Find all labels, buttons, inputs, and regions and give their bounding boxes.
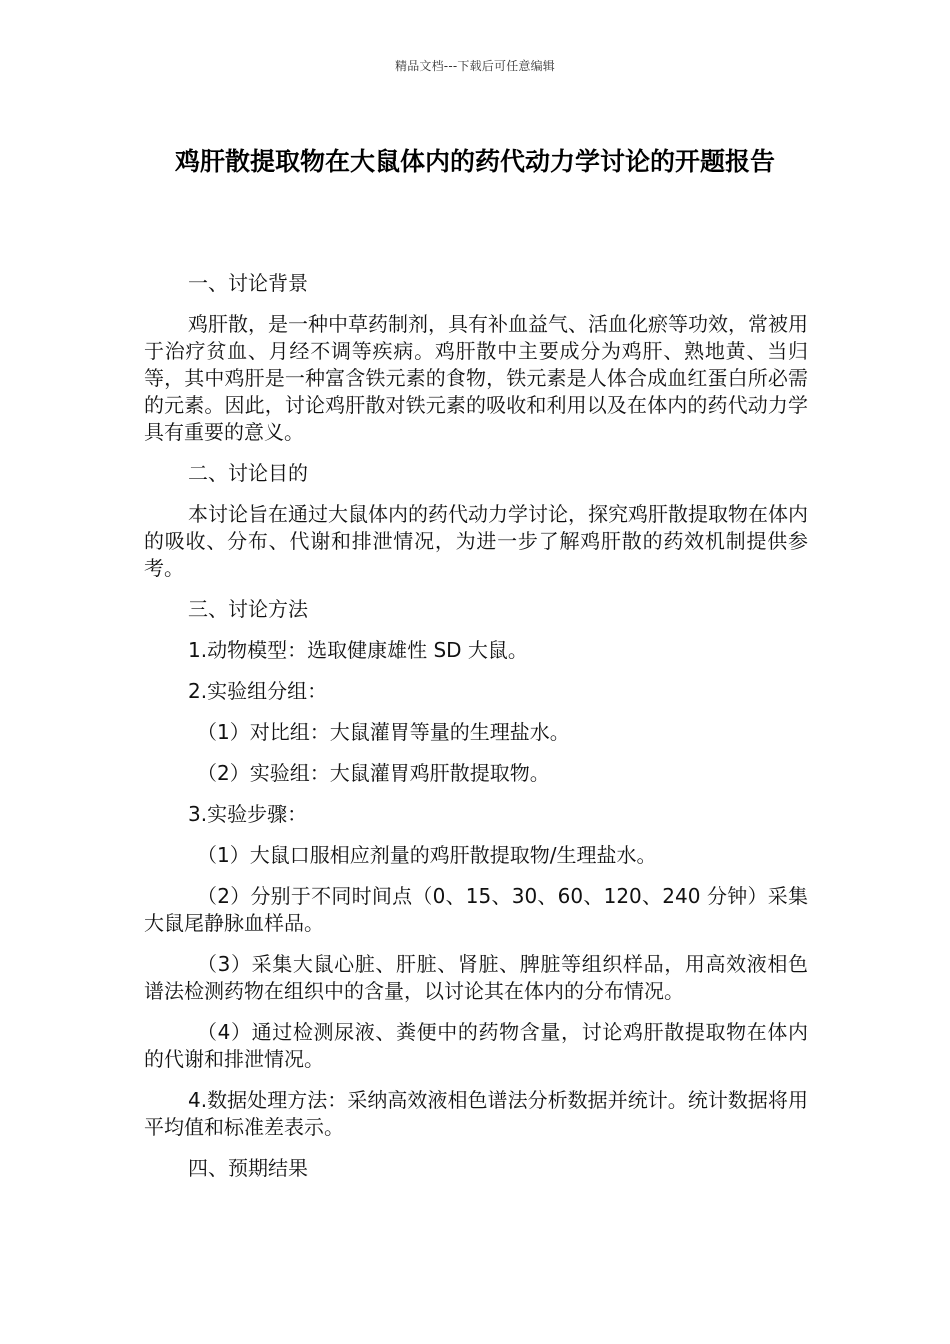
paragraph-purpose: 本讨论旨在通过大鼠体内的药代动力学讨论，探究鸡肝散提取物在体内的吸收、分布、代谢和排泄情况，为进一步了解鸡肝散的药效机制提供参考。	[144, 502, 808, 580]
paragraph-background: 鸡肝散，是一种中草药制剂，具有补血益气、活血化瘀等功效，常被用于治疗贫血、月经不调等疾病。鸡肝散中主要成分为鸡肝、熟地黄、当归等，其中鸡肝是一种富含铁元素的食物，铁元素是人体合成血红蛋白所必需的元素。因此，讨论鸡肝散对铁元素的吸收和利用以及在体内的药代动力学具有重要的意义。	[144, 312, 808, 444]
method-item-data-processing: 4.数据处理方法：采纳高效液相色谱法分析数据并统计。统计数据将用平均值和标准差表示。	[144, 1088, 808, 1139]
step-oral-dose: （1）大鼠口服相应剂量的鸡肝散提取物/生理盐水。	[197, 843, 657, 867]
section-heading-purpose: 二、讨论目的	[188, 461, 308, 485]
method-item-grouping: 2.实验组分组：	[188, 679, 328, 703]
method-item-steps: 3.实验步骤：	[188, 802, 308, 826]
document-body	[144, 270, 808, 1196]
method-item-animal-model: 1.动物模型：选取健康雄性 SD 大鼠。	[188, 638, 528, 662]
section-heading-expected-results: 四、预期结果	[188, 1156, 308, 1180]
step-blood-sampling: （2）分别于不同时间点（0、15、30、60、120、240 分钟）采集大鼠尾静脉血样品。	[144, 884, 808, 935]
grouping-control: （1）对比组：大鼠灌胃等量的生理盐水。	[197, 720, 570, 744]
step-excretion: （4）通过检测尿液、粪便中的药物含量，讨论鸡肝散提取物在体内的代谢和排泄情况。	[144, 1020, 808, 1071]
header-watermark: 精品文档---下载后可任意编辑	[395, 59, 555, 73]
document-title: 鸡肝散提取物在大鼠体内的药代动力学讨论的开题报告	[174, 147, 775, 176]
section-heading-background: 一、讨论背景	[188, 271, 308, 295]
step-tissue-sampling: （3）采集大鼠心脏、肝脏、肾脏、脾脏等组织样品，用高效液相色谱法检测药物在组织中的含量，以讨论其在体内的分布情况。	[144, 952, 808, 1003]
grouping-experimental: （2）实验组：大鼠灌胃鸡肝散提取物。	[197, 761, 550, 785]
section-heading-methods: 三、讨论方法	[188, 597, 308, 621]
